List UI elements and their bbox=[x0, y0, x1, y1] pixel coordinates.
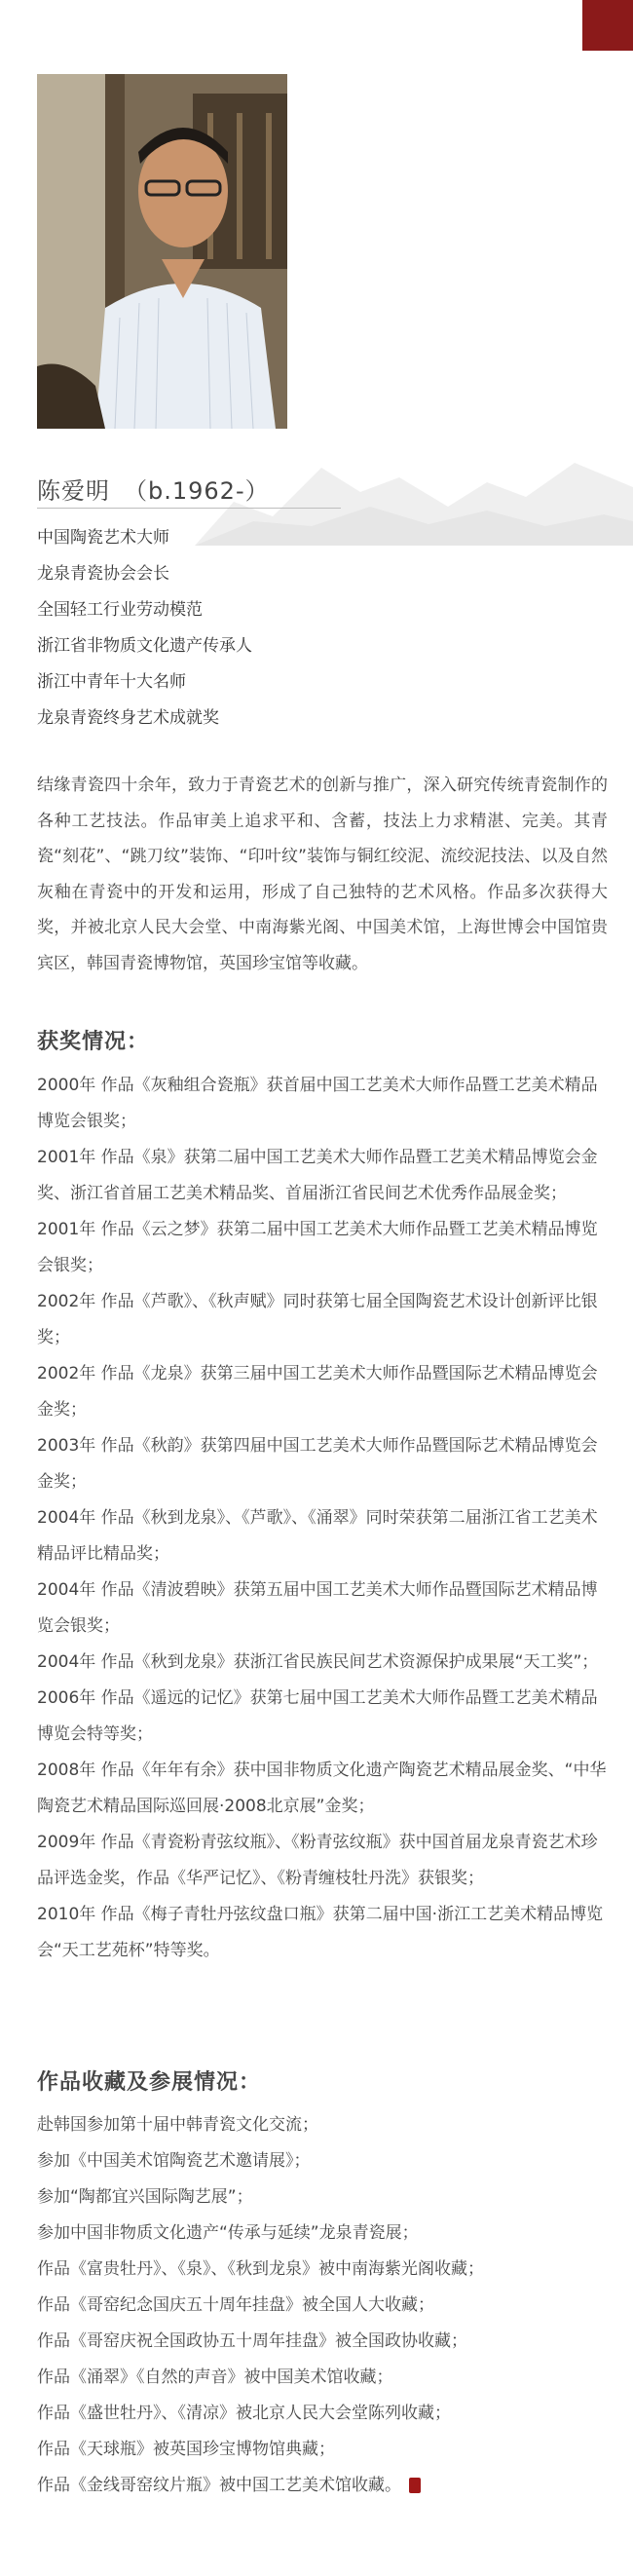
award-item: 2010年 作品《梅子青牡丹弦纹盘口瓶》获第二届中国·浙江工艺美术精品博览会“天工艺苑杯”特等奖。 bbox=[37, 1905, 604, 1960]
seal-stamp-icon bbox=[409, 2478, 421, 2493]
name-divider bbox=[37, 508, 341, 509]
artist-years: （b.1962-） bbox=[124, 477, 270, 505]
collection-item-text: 作品《金线哥窑纹片瓶》被中国工艺美术馆收藏。 bbox=[37, 2476, 401, 2495]
portrait-photo bbox=[37, 74, 287, 429]
award-item: 2009年 作品《青瓷粉青弦纹瓶》、《粉青弦纹瓶》获中国首届龙泉青瓷艺术珍品评选金奖，作品《华严记忆》、《粉青缠枝牡丹洗》获银奖； bbox=[37, 1833, 598, 1888]
title-item: 中国陶瓷艺术大师 bbox=[37, 528, 169, 548]
award-item: 2004年 作品《清波碧映》获第五届中国工艺美术大师作品暨国际艺术精品博览会银奖； bbox=[37, 1580, 598, 1636]
collections-section-title: 作品收藏及参展情况： bbox=[37, 2070, 262, 2095]
collection-item: 作品《哥窑纪念国庆五十周年挂盘》被全国人大收藏； bbox=[37, 2295, 434, 2315]
collection-item: 作品《富贵牡丹》、《泉》、《秋到龙泉》被中南海紫光阁收藏； bbox=[37, 2259, 484, 2279]
collections-list bbox=[37, 2107, 608, 2504]
title-item: 全国轻工行业劳动模范 bbox=[37, 600, 203, 620]
collection-item: 参加“陶都宜兴国际陶艺展”； bbox=[37, 2187, 253, 2207]
collection-item: 作品《天球瓶》被英国珍宝博物馆典藏； bbox=[37, 2440, 335, 2459]
artist-name-heading bbox=[37, 472, 270, 506]
award-item: 2004年 作品《秋到龙泉》获浙江省民族民间艺术资源保护成果展“天工奖”； bbox=[37, 1652, 599, 1672]
award-item: 2002年 作品《芦歌》、《秋声赋》同时获第七届全国陶瓷艺术设计创新评比银奖； bbox=[37, 1292, 598, 1347]
title-item: 浙江中青年十大名师 bbox=[37, 672, 186, 692]
collection-item: 作品《涌翠》《自然的声音》被中国美术馆收藏； bbox=[37, 2368, 393, 2387]
collection-item bbox=[37, 2468, 608, 2504]
awards-list bbox=[37, 1068, 608, 1969]
award-item: 2000年 作品《灰釉组合瓷瓶》获首届中国工艺美术大师作品暨工艺美术精品博览会银奖； bbox=[37, 1076, 598, 1131]
award-item: 2003年 作品《秋韵》获第四届中国工艺美术大师作品暨国际艺术精品博览会金奖； bbox=[37, 1436, 598, 1492]
collection-item: 参加中国非物质文化遗产“传承与延续”龙泉青瓷展； bbox=[37, 2223, 419, 2243]
honorary-titles-list bbox=[37, 520, 252, 737]
collection-item: 作品《哥窑庆祝全国政协五十周年挂盘》被全国政协收藏； bbox=[37, 2331, 467, 2351]
collection-item: 参加《中国美术馆陶瓷艺术邀请展》； bbox=[37, 2151, 311, 2171]
collection-item: 作品《盛世牡丹》、《清凉》被北京人民大会堂陈列收藏； bbox=[37, 2404, 451, 2423]
award-item: 2008年 作品《年年有余》获中国非物质文化遗产陶瓷艺术精品展金奖、“中华陶瓷艺术精品国际巡回展·2008北京展”金奖； bbox=[37, 1761, 607, 1816]
title-item: 浙江省非物质文化遗产传承人 bbox=[37, 636, 252, 656]
award-item: 2006年 作品《遥远的记忆》获第七届中国工艺美术大师作品暨工艺美术精品博览会特等奖； bbox=[37, 1688, 598, 1744]
awards-section-title: 获奖情况： bbox=[37, 1030, 150, 1054]
biography-paragraph: 结缘青瓷四十余年，致力于青瓷艺术的创新与推广，深入研究传统青瓷制作的各种工艺技法。作品审美上追求平和、含蓄，技法上力求精湛、完美。其青瓷“刻花”、“跳刀纹”装饰、“印叶纹”装饰与铜红绞泥、流绞泥技法、以及自然灰釉在青瓷中的开发和运用，形成了自己独特的艺术风格。作品多次获得大奖，并被北京人民大会堂、中南海紫光阁、中国美术馆，上海世博会中国馆贵宾区，韩国青瓷博物馆，英国珍宝馆等收藏。 bbox=[37, 776, 608, 973]
artist-name: 陈爱明 bbox=[37, 477, 110, 505]
award-item: 2004年 作品《秋到龙泉》、《芦歌》、《涌翠》同时荣获第二届浙江省工艺美术精品评比精品奖； bbox=[37, 1508, 598, 1564]
award-item: 2001年 作品《云之梦》获第二届中国工艺美术大师作品暨工艺美术精品博览会银奖； bbox=[37, 1220, 598, 1275]
collection-item: 赴韩国参加第十届中韩青瓷文化交流； bbox=[37, 2115, 318, 2135]
award-item: 2002年 作品《龙泉》获第三届中国工艺美术大师作品暨国际艺术精品博览会金奖； bbox=[37, 1364, 598, 1420]
title-item: 龙泉青瓷协会会长 bbox=[37, 564, 169, 584]
award-item: 2001年 作品《泉》获第二届中国工艺美术大师作品暨工艺美术精品博览会金奖、浙江省首届工艺美术精品奖、首届浙江省民间艺术优秀作品展金奖； bbox=[37, 1148, 598, 1203]
corner-accent-block bbox=[582, 0, 633, 51]
title-item: 龙泉青瓷终身艺术成就奖 bbox=[37, 708, 219, 728]
